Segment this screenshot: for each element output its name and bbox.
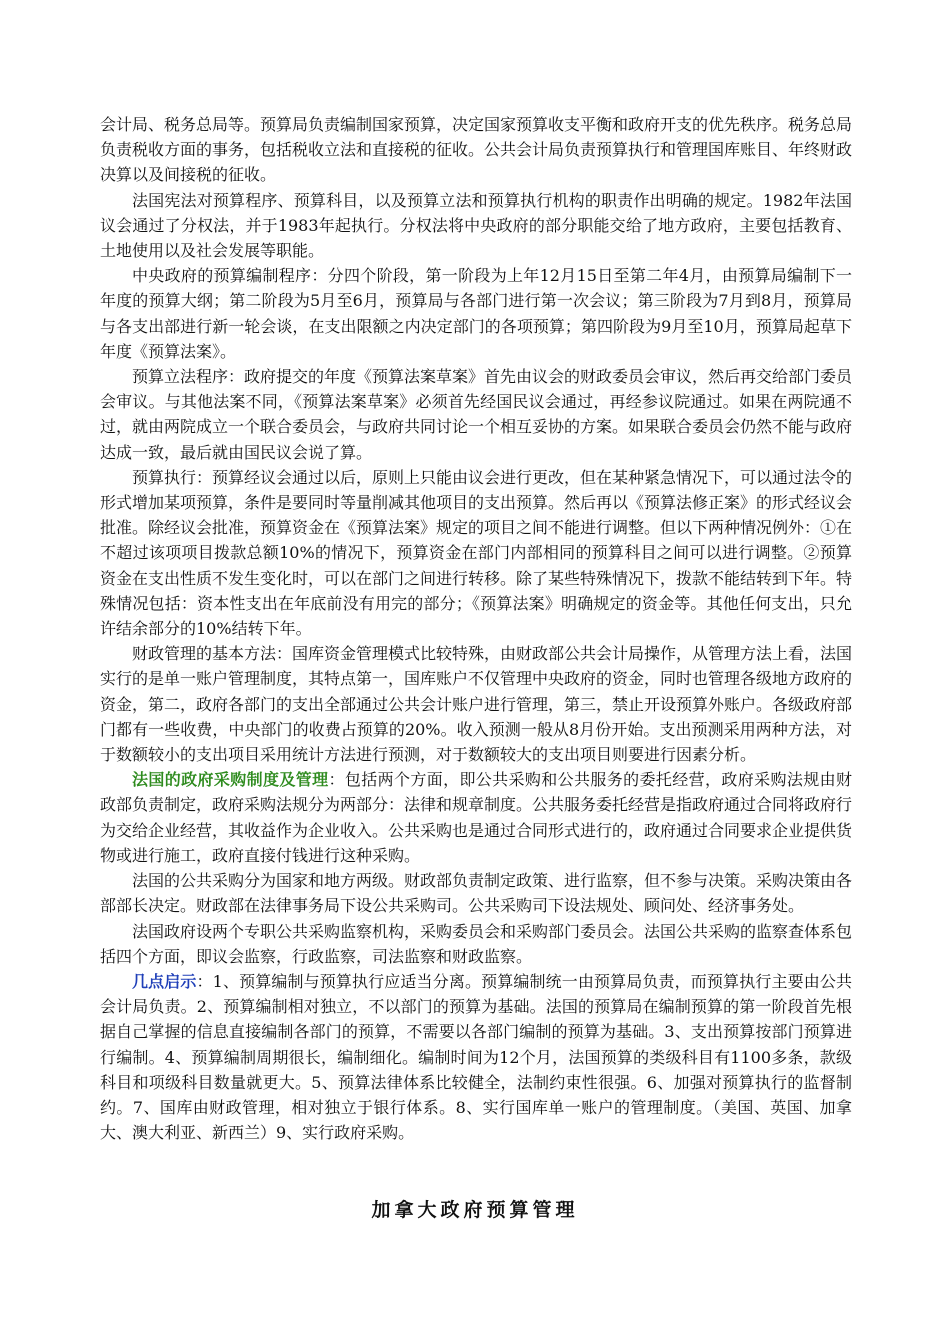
insights-heading: 几点启示	[132, 971, 197, 991]
section-title: 加拿大政府预算管理	[371, 1199, 579, 1221]
paragraph-1: 会计局、税务总局等。预算局负责编制国家预算，决定国家预算收支平衡和政府开支的优先秩序。税务总局负责税收方面的事务，包括税收立法和直接税的征收。公共会计局负责预算执行和管理国库账目、年终财政决算以及间接税的征收。	[100, 115, 853, 185]
paragraph-10-text: ：1、预算编制与预算执行应适当分离。预算编制统一由预算局负责，而预算执行主要由公共会计局负责。2、预算编制相对独立，不以部门的预算为基础。法国的预算局在编制预算的第一阶段首先根据自己掌握的信息直接编制各部门的预算，不需要以各部门编制的预算为基础。3、支出预算按部门预算进行编制。4、预算编制周期很长，编制细化。编制时间为12个月，法国预算的类级科目有1100多条，款级科目和项级科目数量就更大。5、预算法律体系比较健全，法制约束性很强。6、加强对预算执行的监督制约。7、国库由财政管理，相对独立于银行体系。8、实行国库单一账户的管理制度。（美国、英国、加拿大、澳大利亚、新西兰）9、实行政府采购。	[100, 971, 852, 1143]
paragraph-8: 法国的公共采购分为国家和地方两级。财政部负责制定政策、进行监察，但不参与决策。采购决策由各部部长决定。财政部在法律事务局下设公共采购司。公共采购司下设法规处、顾问处、经济事务处。	[100, 871, 853, 916]
document-body	[100, 112, 852, 1145]
procurement-heading: 法国的政府采购制度及管理	[132, 770, 329, 790]
paragraph-9: 法国政府设两个专职公共采购监察机构，采购委员会和采购部门委员会。法国公共采购的监察查体系包括四个方面，即议会监察，行政监察，司法监察和财政监察。	[100, 921, 853, 966]
paragraph-2: 法国宪法对预算程序、预算科目，以及预算立法和预算执行机构的职责作出明确的规定。1982年法国议会通过了分权法，并于1983年起执行。分权法将中央政府的部分职能交给了地方政府，主要包括教育、土地使用以及社会发展等职能。	[100, 190, 852, 261]
paragraph-6: 财政管理的基本方法：国库资金管理模式比较特殊，由财政部公共会计局操作，从管理方法上看，法国实行的是单一账户管理制度，其特点第一，国库账户不仅管理中央政府的资金，同时也管理各级地方政府的资金，第二，政府各部门的支出全部通过公共会计账户进行管理，第三，禁止开设预算外账户。各级政府部门都有一些收费，中央部门的收费占预算的20%。收入预测一般从8月份开始。支出预测采用两种方法，对于数额较小的支出项目采用统计方法进行预测，对于数额较大的支出项目则要进行因素分析。	[100, 644, 853, 765]
paragraph-7	[100, 767, 852, 868]
paragraph-4: 预算立法程序：政府提交的年度《预算法案草案》首先由议会的财政委员会审议，然后再交给部门委员会审议。与其他法案不同，《预算法案草案》必须首先经国民议会通过，再经参议院通过。如果在两院通不过，就由两院成立一个联合委员会，与政府共同讨论一个相互妥协的方案。如果联合委员会仍然不能与政府达成一致，最后就由国民议会说了算。	[100, 367, 853, 462]
paragraph-3: 中央政府的预算编制程序：分四个阶段，第一阶段为上年12月15日至第二年4月，由预算局编制下一年度的预算大纲；第二阶段为5月至6月，预算局与各部门进行第一次会议；第三阶段为7月到8月，预算局与各支出部进行新一轮会谈，在支出限额之内决定部门的各项预算；第四阶段为9月至10月，预算局起草下年度《预算法案》。	[100, 266, 852, 361]
paragraph-7-text: ：包括两个方面，即公共采购和公共服务的委托经营，政府采购法规由财政部负责制定，政府采购法规分为两部分：法律和规章制度。公共服务委托经营是指政府通过合同将政府行为交给企业经营，其收益作为企业收入。公共采购也是通过合同形式进行的，政府通过合同要求企业提供货物或进行施工，政府直接付钱进行这种采购。	[100, 770, 853, 865]
paragraph-5: 预算执行：预算经议会通过以后，原则上只能由议会进行更改，但在某种紧急情况下，可以通过法令的形式增加某项预算，条件是要同时等量削减其他项目的支出预算。然后再以《预算法修正案》的形式经议会批准。除经议会批准，预算资金在《预算法案》规定的项目之间不能进行调整。但以下两种情况例外：①在不超过该项项目拨款总额10%的情况下，预算资金在部门内部相同的预算科目之间可以进行调整。②预算资金在支出性质不发生变化时，可以在部门之间进行转移。除了某些特殊情况下，拨款不能结转到下年。特殊情况包括：资本性支出在年底前没有用完的部分；《预算法案》明确规定的资金等。其他任何支出，只允许结余部分的10%结转下年。	[100, 467, 853, 639]
paragraph-10	[100, 969, 852, 1145]
